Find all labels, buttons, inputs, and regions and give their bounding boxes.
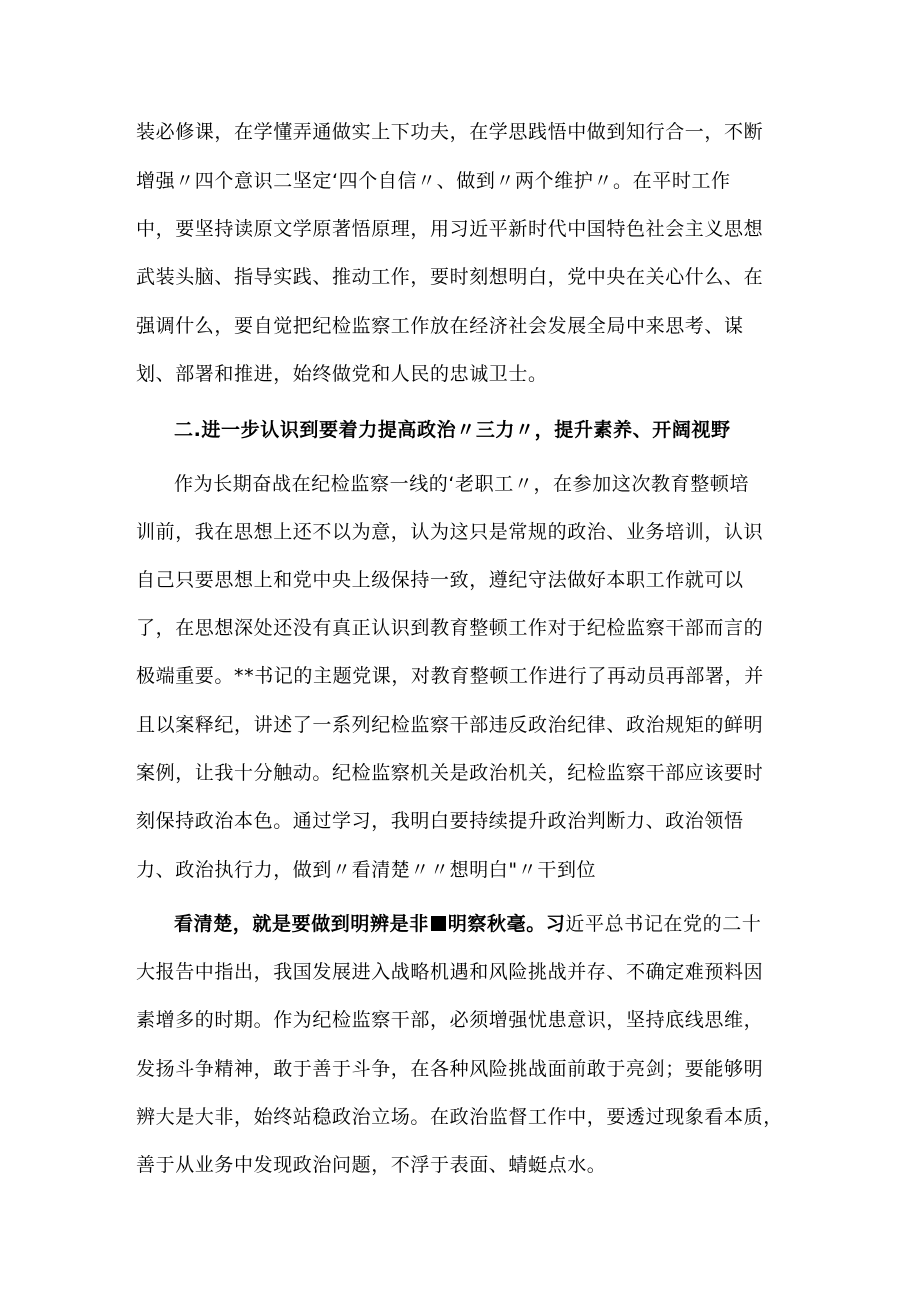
- para1-line-3: 中，要坚持读原文学原著悟原理，用习近平新时代中国特色社会主义思想: [136, 218, 764, 240]
- para2-line-2: 训前，我在思想上还不以为意，认为这只是常规的政治、业务培训，认识: [136, 521, 764, 543]
- black-square-glyph: [431, 916, 446, 931]
- para3-bold-lead-a: 看清楚，就是要做到明辨是非: [174, 913, 429, 935]
- para2-line-9: 力、政治执行力，做到〃看清楚〃〃想明白"〃干到位: [136, 859, 597, 881]
- para2-line-6: 且以案释纪，讲述了一系列纪检监察干部违反政治纪律、政治规矩的鲜明: [136, 714, 764, 736]
- para1-line-5: 强调什么，要自觉把纪检监察工作放在经济社会发展全局中来思考、谋: [136, 315, 744, 337]
- section-heading: 二.进一步认识到要着力提高政治〃三力〃，提升素养、开阔视野: [174, 419, 731, 441]
- para3-first-rest: 近平总书记在党的二十: [565, 913, 762, 935]
- para2-line-8: 刻保持政治本色。通过学习，我明白要持续提升政治判断力、政治领悟: [136, 810, 744, 832]
- para3-line-5: 辨大是大非，始终站稳政治立场。在政治监督工作中，要透过现象看本质，: [136, 1106, 783, 1128]
- para2-line-4: 了，在思想深处还没有真正认识到教育整顿工作对于纪检监察干部而言的: [136, 617, 764, 639]
- para2-line-3: 自己只要思想上和党中央上级保持一致，遵纪守法做好本职工作就可以: [136, 569, 744, 591]
- para2-line-7: 案例，让我十分触动。纪检监察机关是政治机关，纪检监察干部应该要时: [136, 762, 764, 784]
- para1-line-2: 增强〃四个意识二坚定‘四个自信〃、做到〃两个维护〃。在平时工作: [136, 170, 731, 192]
- para1-line-4: 武装头脑、指导实践、推动工作，要时刻想明白，党中央在关心什么、在: [136, 266, 764, 288]
- para3-line-6: 善于从业务中发现政治问题，不浮于表面、蜻蜓点水。: [136, 1154, 607, 1176]
- para3-bold-lead-b: 明察秋毫。习: [447, 913, 566, 935]
- para1-line-1: 装必修课，在学懂弄通做实上下功夫，在学思践悟中做到知行合一，不断: [136, 121, 764, 143]
- para3-line-4: 发扬斗争精神，敢于善于斗争，在各种风险挑战面前敢于亮剑；要能够明: [136, 1058, 764, 1080]
- para2-line-1: 作为长期奋战在纪检监察一线的‘老职工〃，在参加这次教育整顿培: [174, 473, 750, 495]
- para1-line-6: 划、部署和推进，始终做党和人民的忠诚卫士。: [136, 363, 548, 385]
- para3-line-3: 素增多的时期。作为纪检监察干部，必须增强忧患意识，坚持底线思维，: [136, 1009, 764, 1031]
- para3-line-1: [174, 912, 761, 936]
- para2-line-5: 极端重要。**书记的主题党课，对教育整顿工作进行了再动员再部署，并: [136, 665, 764, 687]
- para3-line-2: 大报告中指出，我国发展进入战略机遇和风险挑战并存、不确定难预料因: [136, 961, 764, 983]
